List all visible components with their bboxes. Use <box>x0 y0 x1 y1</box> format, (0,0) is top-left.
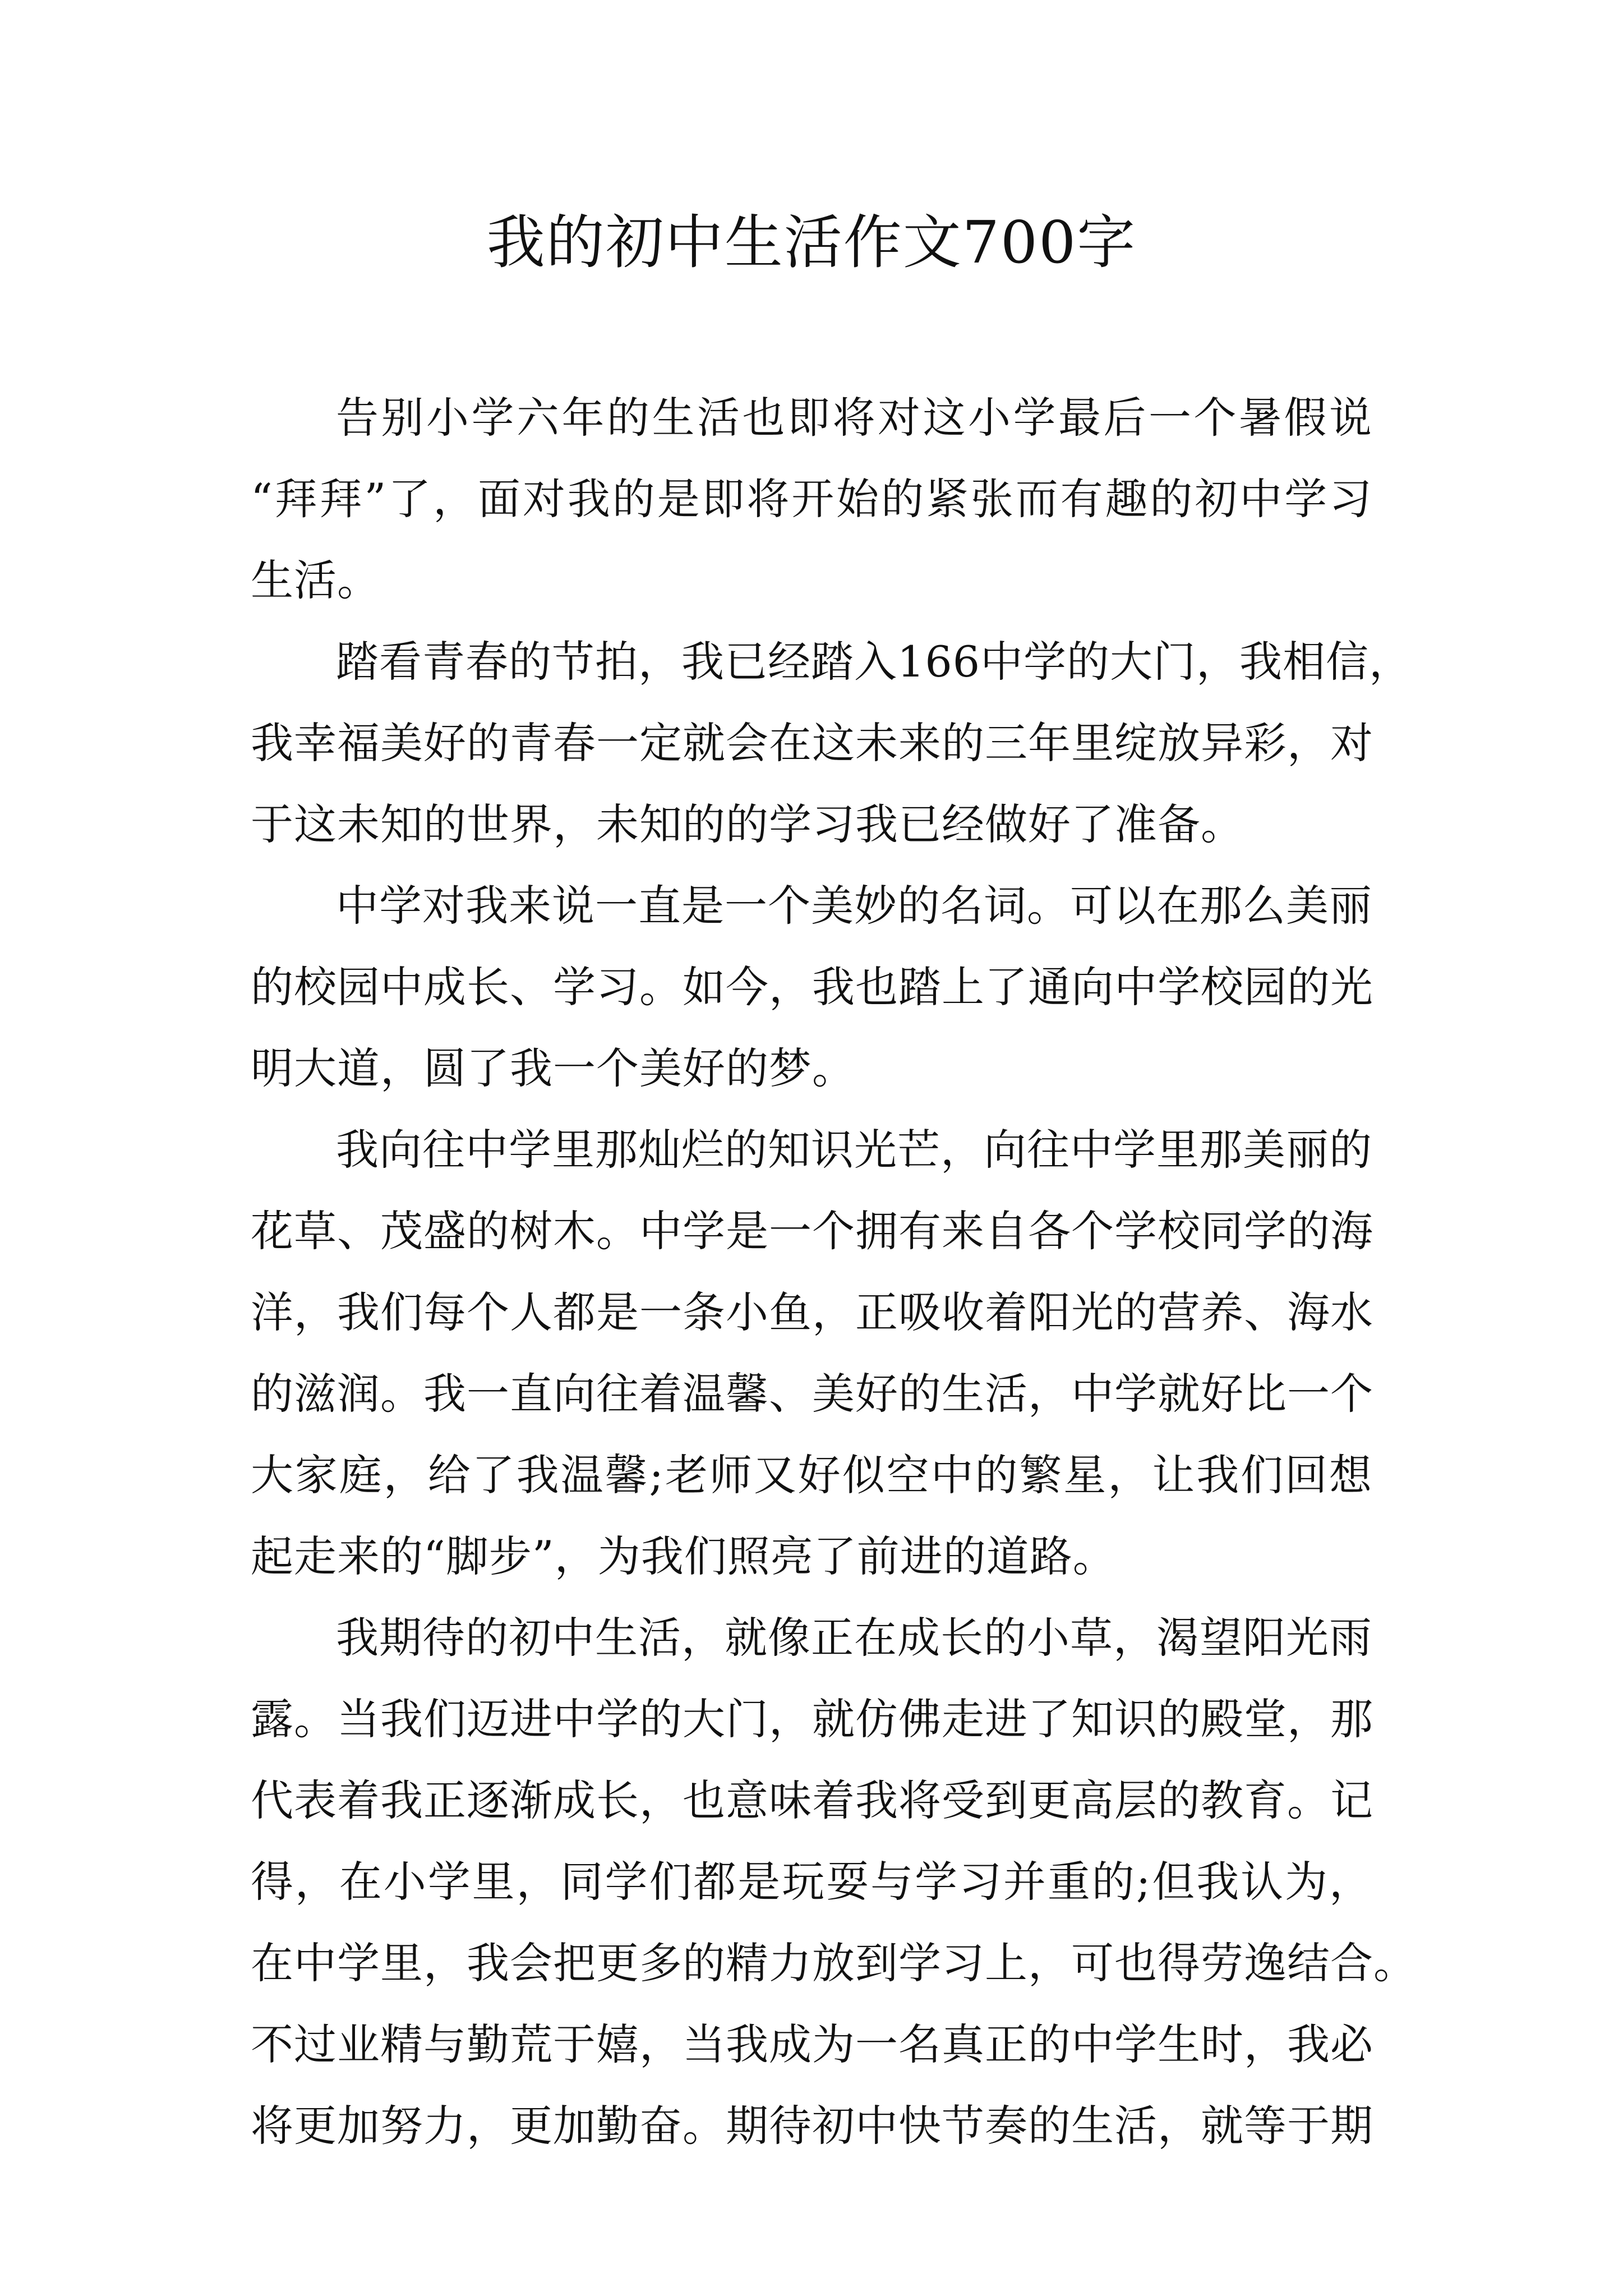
text-line: 在中学里，我会把更多的精力放到学习上，可也得劳逸结合。 <box>251 1938 1417 1988</box>
text-line: 明大道，圆了我一个美好的梦。 <box>251 1043 855 1093</box>
text-line: 得，在小学里，同学们都是玩耍与学习并重的;但我认为， <box>251 1857 1372 1907</box>
paragraph-2 <box>251 621 1413 865</box>
paragraph-3 <box>251 865 1372 1109</box>
text-line: 将更加努力，更加勤奋。期待初中快节奏的生活，就等于期 <box>251 2101 1373 2151</box>
paragraph-4 <box>251 1109 1372 1597</box>
text-line: 代表着我正逐渐成长，也意味着我将受到更高层的教育。记 <box>251 1775 1373 1825</box>
text-line: 中学对我来说一直是一个美妙的名词。可以在那么美丽 <box>336 881 1372 931</box>
text-line: 我向往中学里那灿烂的知识光芒，向往中学里那美丽的 <box>336 1125 1372 1175</box>
text-line: 我期待的初中生活，就像正在成长的小草，渴望阳光雨 <box>336 1613 1372 1663</box>
text-line: 露。当我们迈进中学的大门，就仿佛走进了知识的殿堂，那 <box>251 1694 1373 1744</box>
document-body <box>251 377 1417 2166</box>
text-line: 花草、茂盛的树木。中学是一个拥有来自各个学校同学的海 <box>251 1206 1373 1256</box>
paragraph-5 <box>251 1597 1417 2166</box>
paragraph-1 <box>251 377 1372 621</box>
text-line: “拜拜”了，面对我的是即将开始的紧张而有趣的初中学习 <box>251 474 1372 524</box>
text-line: 的校园中成长、学习。如今，我也踏上了通向中学校园的光 <box>251 962 1373 1012</box>
text-line: 起走来的“脚步”，为我们照亮了前进的道路。 <box>251 1531 1116 1581</box>
text-line: 生活。 <box>251 555 380 605</box>
text-line: 的滋润。我一直向往着温馨、美好的生活，中学就好比一个 <box>251 1369 1373 1419</box>
text-line: 我幸福美好的青春一定就会在这未来的三年里绽放异彩，对 <box>251 718 1373 768</box>
text-line: 不过业精与勤荒于嬉，当我成为一名真正的中学生时，我必 <box>251 2019 1373 2069</box>
document-title: 我的初中生活作文700字 <box>486 208 1137 277</box>
text-line: 踏看青春的节拍，我已经踏入166中学的大门，我相信， <box>336 637 1413 687</box>
text-line: 于这未知的世界，未知的的学习我已经做好了准备。 <box>251 799 1244 849</box>
text-line: 大家庭，给了我温馨;老师又好似空中的繁星，让我们回想 <box>251 1450 1372 1500</box>
text-line: 告别小学六年的生活也即将对这小学最后一个暑假说 <box>336 393 1372 443</box>
text-line: 洋，我们每个人都是一条小鱼，正吸收着阳光的营养、海水 <box>251 1287 1373 1337</box>
